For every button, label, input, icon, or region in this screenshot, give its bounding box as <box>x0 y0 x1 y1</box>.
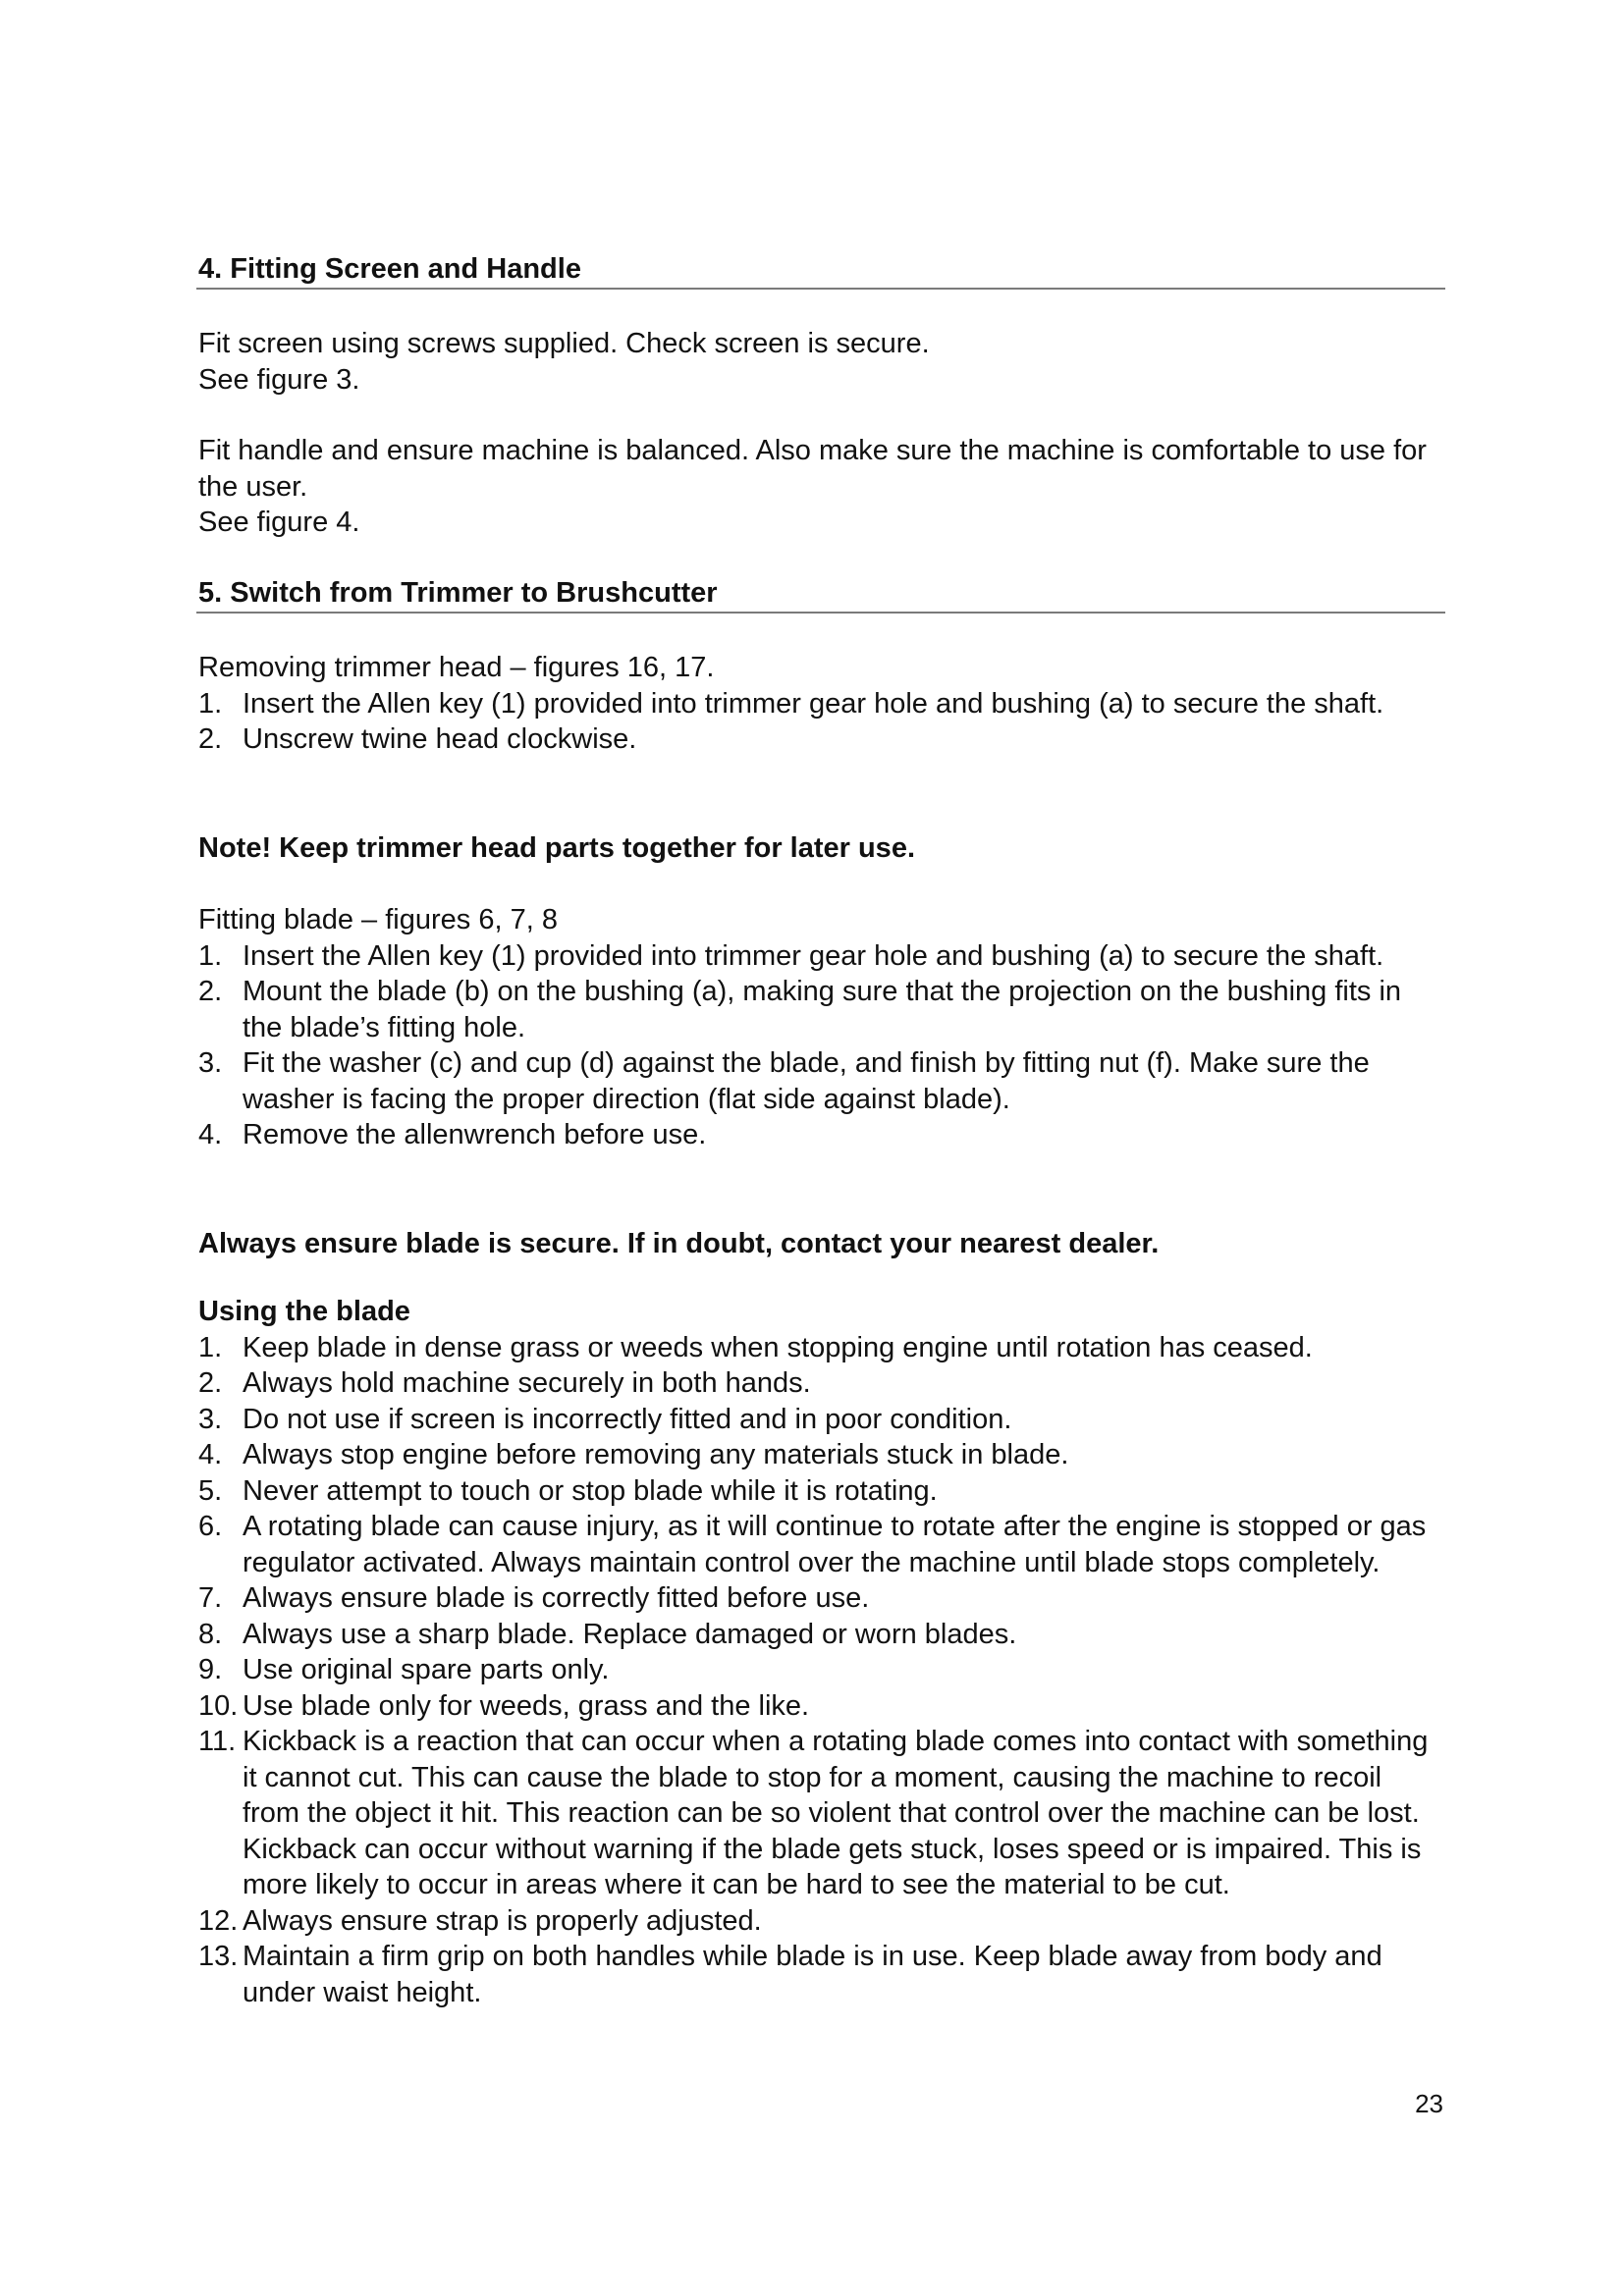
figure-3-reference: See figure 3. <box>198 363 360 396</box>
page-number: 23 <box>1415 2089 1443 2118</box>
figure-4-reference: See figure 4. <box>198 507 360 538</box>
using-blade-heading: Using the blade <box>198 1296 410 1327</box>
screen-fitting-text: Fit screen using screws supplied. Check screen is secure. <box>198 328 930 359</box>
handle-fitting-text: Fit handle and ensure machine is balanced. Also make sure the machine is comfortable to use for the user. <box>198 435 1427 503</box>
list-item: 13. Maintain a firm grip on both handles while blade is in use. Keep blade away from body and under waist height. <box>198 1941 1382 2008</box>
list-item: 1. Insert the Allen key (1) provided into trimmer gear hole and bushing (a) to secure the shaft. <box>198 939 1384 972</box>
section-4-paragraph-1 <box>198 326 1443 398</box>
list-item: 5. Never attempt to touch or stop blade while it is rotating. <box>198 1474 938 1507</box>
manual-page <box>196 0 1443 2296</box>
section-4-paragraph-2 <box>198 433 1443 541</box>
list-item: 4. Always stop engine before removing any materials stuck in blade. <box>198 1439 1069 1470</box>
section-4-heading: 4. Fitting Screen and Handle <box>196 251 1445 290</box>
fitting-steps-list <box>198 938 1443 1153</box>
list-item: 2. Mount the blade (b) on the bushing (a), making sure that the projection on the bushing fits in the blade’s fitting hole. <box>198 976 1402 1043</box>
list-item: 2. Unscrew twine head clockwise. <box>198 723 637 755</box>
using-steps-list <box>198 1330 1443 2011</box>
fitting-blade-block <box>198 902 1443 1153</box>
list-item: 8. Always use a sharp blade. Replace damaged or worn blades. <box>198 1618 1017 1650</box>
list-item: 9. Use original spare parts only. <box>198 1654 610 1685</box>
section-5-heading: 5. Switch from Trimmer to Brushcutter <box>196 575 1445 614</box>
list-item: 1. Keep blade in dense grass or weeds when stopping engine until rotation has ceased. <box>198 1331 1313 1363</box>
note-text: Note! Keep trimmer head parts together for later use. <box>198 832 915 864</box>
using-blade-block <box>198 1294 1443 2010</box>
list-item: 3. Fit the washer (c) and cup (d) against the blade, and finish by fitting nut (f). Make sure the washer is facing the proper direction (flat side against blade). <box>198 1047 1370 1115</box>
removing-trimmer-head-block <box>198 650 1443 758</box>
list-item: 3. Do not use if screen is incorrectly fitted and in poor condition. <box>198 1403 1012 1435</box>
list-item: 10. Use blade only for weeds, grass and the like. <box>198 1689 810 1722</box>
list-item: 1. Insert the Allen key (1) provided into trimmer gear hole and bushing (a) to secure the shaft. <box>198 687 1384 720</box>
list-item: 12. Always ensure strap is properly adjusted. <box>198 1904 762 1937</box>
list-item: 7. Always ensure blade is correctly fitted before use. <box>198 1582 870 1614</box>
blade-secure-warning: Always ensure blade is secure. If in doubt, contact your nearest dealer. <box>198 1228 1160 1259</box>
list-item: 2. Always hold machine securely in both hands. <box>198 1367 811 1399</box>
list-item: 11. Kickback is a reaction that can occur when a rotating blade comes into contact with something it cannot cut. This can cause the blade to stop for a moment, causing the machine to recoil from the object it hit. This reaction can be so violent that control over the machine can be lost. Kickback can occur without warning if the blade gets stuck, loses speed or is impaired. This is more likely to occur in areas where it can be hard to see the material to be cut. <box>198 1726 1429 1900</box>
list-item: 4. Remove the allenwrench before use. <box>198 1119 707 1150</box>
list-item: 6. A rotating blade can cause injury, as it will continue to rotate after the engine is stopped or gas regulator activated. Always maintain control over the machine until blade stops completely. <box>198 1511 1427 1578</box>
removing-steps-list <box>198 686 1443 758</box>
removing-intro: Removing trimmer head – figures 16, 17. <box>198 652 715 683</box>
fitting-intro: Fitting blade – figures 6, 7, 8 <box>198 904 558 935</box>
